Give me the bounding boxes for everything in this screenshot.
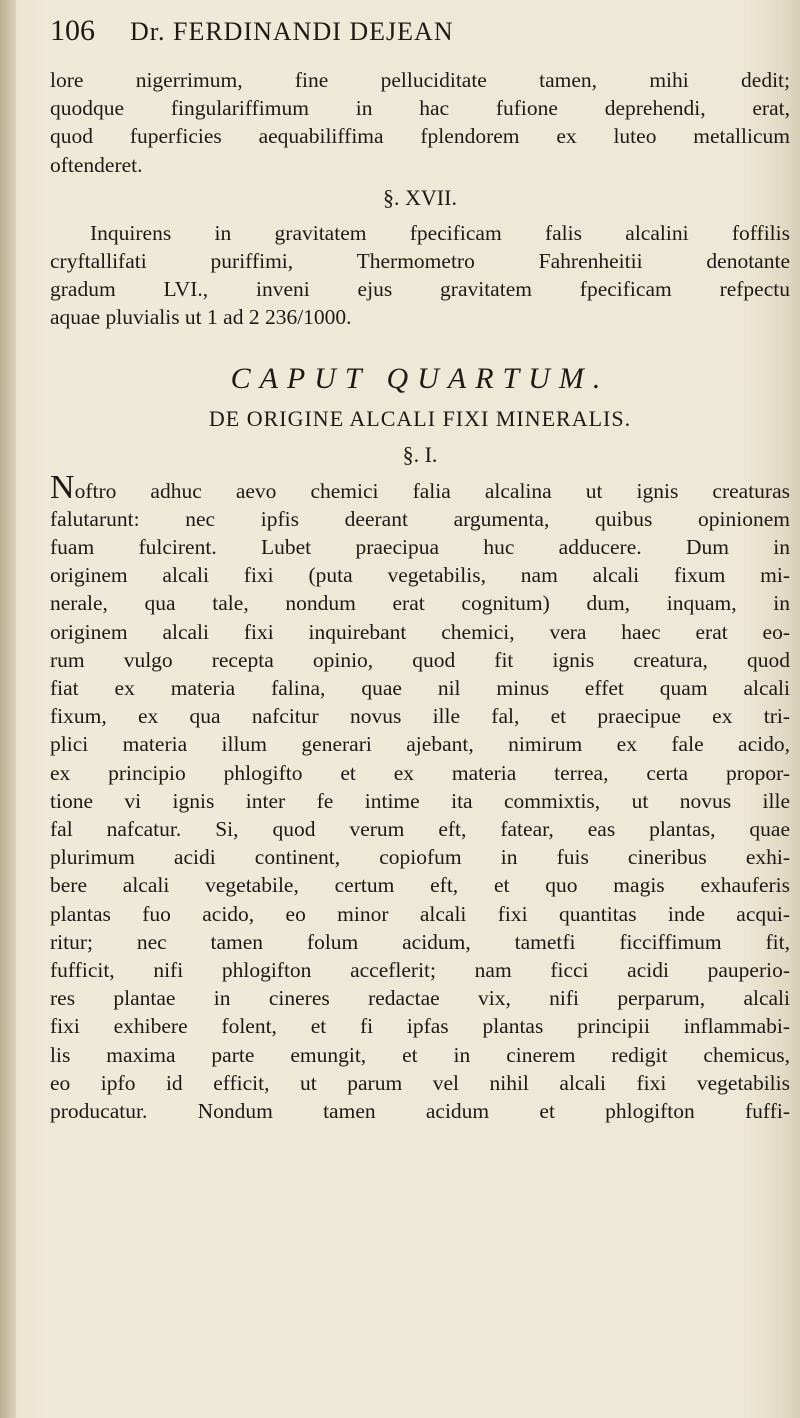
running-title: Dr. FERDINANDI DEJEAN — [130, 17, 454, 46]
text-line: quodque fingulariffimum in hac fufione deprehendi, erat, — [50, 96, 790, 121]
text-line: falutarunt: nec ipfis deerant argumenta, quibus opinionem — [50, 506, 790, 531]
text-line: gradum LVI., inveni ejus gravitatem fpecificam refpectu — [50, 277, 790, 302]
text-line: lis maxima parte emungit, et in cinerem redigit chemicus, — [50, 1042, 790, 1067]
text-line: Inquirens in gravitatem fpecificam falis alcalini foffilis — [90, 220, 790, 245]
paragraph-2 — [50, 219, 790, 332]
text-line: originem alcali fixi (puta vegetabilis, nam alcali fixum mi- — [50, 563, 790, 588]
text-line: fal nafcatur. Si, quod verum eft, fatear, eas plantas, quae — [50, 817, 790, 842]
text-line: producatur. Nondum tamen acidum et phlogifton fuffi- — [50, 1099, 790, 1124]
text-line: originem alcali fixi inquirebant chemici, vera haec erat eo- — [50, 619, 790, 644]
page-number: 106 — [50, 14, 95, 47]
paragraph-3 — [50, 468, 790, 1126]
text-line-rest: oftro adhuc aevo chemici falia alcalina ut ignis creaturas — [74, 478, 790, 503]
text-line: eo ipfo id efficit, ut parum vel nihil alcali fixi vegetabilis — [50, 1070, 790, 1095]
text-line: nerale, qua tale, nondum erat cognitum) dum, inquam, in — [50, 591, 790, 616]
text-line: plantas fuo acido, eo minor alcali fixi quantitas inde acqui- — [50, 901, 790, 926]
text-line: tione vi ignis inter fe intime ita commixtis, ut novus ille — [50, 788, 790, 813]
text-line: bere alcali vegetabile, certum eft, et quo magis exhauferis — [50, 873, 790, 898]
drop-capital: N — [50, 468, 75, 506]
section-heading-xvii: §. XVII. — [383, 184, 457, 210]
text-line: quod fuperficies aequabiliffima fplendorem ex luteo metallicum — [50, 124, 790, 149]
text-line: aquae pluvialis ut 1 ad 2 236/1000. — [50, 305, 352, 330]
text-line: lore nigerrimum, fine pelluciditate tamen, mihi dedit; — [50, 68, 790, 92]
text-line: fixi exhibere folent, et fi ipfas plantas principii inflammabi- — [50, 1014, 790, 1039]
text-line: oftenderet. — [50, 152, 143, 177]
text-line: cryftallifati puriffimi, Thermometro Fahrenheitii denotante — [50, 249, 790, 274]
chapter-title: CAPUT QUARTUM. — [230, 361, 610, 395]
page-content — [50, 14, 790, 1125]
text-line: res plantae in cineres redactae vix, nifi perparum, alcali — [50, 986, 790, 1011]
text-line: fuam fulcirent. Lubet praecipua huc adducere. Dum in — [50, 535, 790, 560]
text-line: plurimum acidi continent, copiofum in fuis cineribus exhi- — [50, 845, 790, 870]
page-binding-edge — [0, 0, 16, 1418]
text-line: rum vulgo recepta opinio, quod fit ignis creatura, quod — [50, 647, 790, 672]
text-line: plici materia illum generari ajebant, nimirum ex fale acido, — [50, 732, 790, 757]
text-line: ex principio phlogifto et ex materia terrea, certa propor- — [50, 760, 790, 785]
text-line: fufficit, nifi phlogifton acceflerit; nam ficci acidi pauperio- — [50, 958, 790, 983]
text-line: fiat ex materia falina, quae nil minus effet quam alcali — [50, 676, 790, 701]
text-line-first — [50, 468, 790, 506]
running-head — [50, 14, 790, 62]
chapter-subtitle: DE ORIGINE ALCALI FIXI MINERALIS. — [208, 405, 632, 431]
section-heading-i: §. I. — [402, 441, 438, 467]
text-line: fixum, ex qua nafcitur novus ille fal, et praecipue ex tri- — [50, 704, 790, 729]
paragraph-1 — [50, 66, 790, 179]
text-line: ritur; nec tamen folum acidum, tametfi ficciffimum fit, — [50, 929, 790, 954]
